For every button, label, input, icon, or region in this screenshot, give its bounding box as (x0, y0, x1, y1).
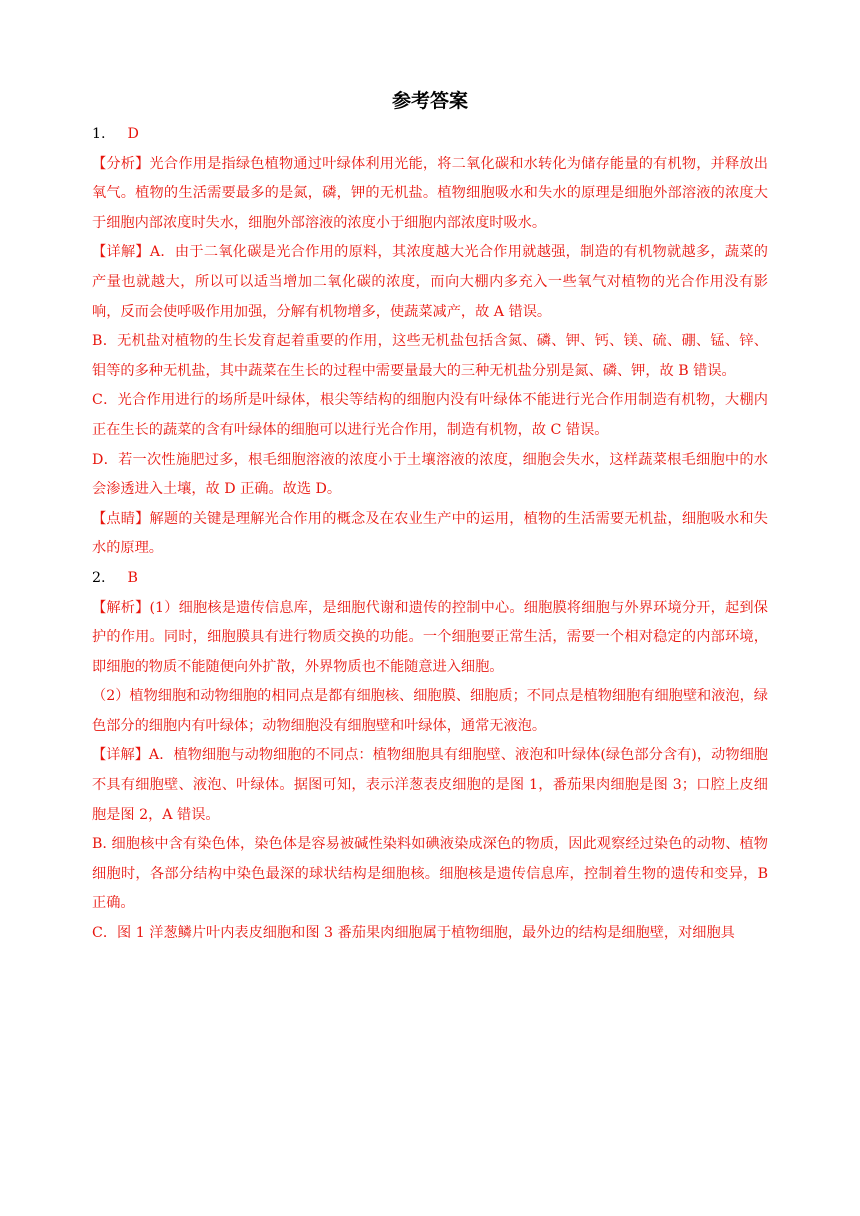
question-header (92, 564, 768, 594)
explanation-paragraph: D．若一次性施肥过多，根毛细胞溶液的浓度小于土壤溶液的浓度，细胞会失水，这样蔬菜根毛细胞中的水会渗透进入土壤，故 D 正确。故选 D。 (92, 451, 768, 498)
explanation-paragraph: C．图 1 洋葱鳞片叶内表皮细胞和图 3 番茄果肉细胞属于植物细胞，最外边的结构是细胞壁，对细胞具 (92, 925, 735, 942)
explanation-paragraph: 【详解】A．植物细胞与动物细胞的不同点：植物细胞具有细胞壁、液泡和叶绿体(绿色部分含有)，动物细胞不具有细胞壁、液泡、叶绿体。据图可知，表示洋葱表皮细胞的是图 1，番茄果肉细胞是图 3；口腔上皮细胞是图 2，A 错误。 (92, 747, 768, 823)
analysis-paragraph: 【分析】光合作用是指绿色植物通过叶绿体利用光能，将二氧化碳和水转化为储存能量的有机物，并释放出氧气。植物的生活需要最多的是氮，磷，钾的无机盐。植物细胞吸水和失水的原理是细胞外部溶液的浓度大于细胞内部浓度时失水，细胞外部溶液的浓度小于细胞内部浓度时吸水。 (92, 155, 768, 231)
question-2 (92, 564, 768, 949)
analysis-paragraph: 【解析】(1）细胞核是遗传信息库，是细胞代谢和遗传的控制中心。细胞膜将细胞与外界环境分开，起到保护的作用。同时，细胞膜具有进行物质交换的功能。一个细胞要正常生活，需要一个相对稳定的内部环境，即细胞的物质不能随便向外扩散，外界物质也不能随意进入细胞。 (92, 599, 768, 675)
question-answer: D (127, 126, 139, 142)
question-header (92, 120, 768, 150)
answer-page (92, 86, 768, 949)
page-title: 参考答案 (391, 90, 468, 112)
question-number: 2. (92, 569, 106, 586)
explanation-paragraph: B. 细胞核中含有染色体，染色体是容易被碱性染料如碘液染成深色的物质，因此观察经过染色的动物、植物细胞时，各部分结构中染色最深的球状结构是细胞核。细胞核是遗传信息库，控制着生物的遗传和变异，B 正确。 (92, 836, 768, 912)
question-answer: B (127, 569, 138, 586)
question-number: 1. (92, 126, 106, 142)
key-point-paragraph: 【点睛】解题的关键是理解光合作用的概念及在农业生产中的运用，植物的生活需要无机盐，细胞吸水和失水的原理。 (92, 510, 768, 557)
question-1 (92, 120, 768, 564)
explanation-paragraph: C．光合作用进行的场所是叶绿体，根尖等结构的细胞内没有叶绿体不能进行光合作用制造有机物，大棚内正在生长的蔬菜的含有叶绿体的细胞可以进行光合作用，制造有机物，故 C 错误。 (92, 392, 768, 438)
explanation-paragraph: B．无机盐对植物的生长发育起着重要的作用，这些无机盐包括含氮、磷、钾、钙、镁、硫、硼、锰、锌、钼等的多种无机盐，其中蔬菜在生长的过程中需要量最大的三种无机盐分别是氮、磷、钾，故 B 错误。 (92, 333, 768, 379)
analysis-paragraph: （2）植物细胞和动物细胞的相同点是都有细胞核、细胞膜、细胞质；不同点是植物细胞有细胞壁和液泡，绿色部分的细胞内有叶绿体；动物细胞没有细胞壁和叶绿体，通常无液泡。 (92, 688, 768, 734)
explanation-paragraph: 【详解】A．由于二氧化碳是光合作用的原料，其浓度越大光合作用就越强，制造的有机物就越多，蔬菜的产量也就越大，所以可以适当增加二氧化碳的浓度，而向大棚内多充入一些氧气对植物的光合作用没有影响，反而会使呼吸作用加强，分解有机物增多，使蔬菜减产，故 A 错误。 (92, 244, 768, 320)
